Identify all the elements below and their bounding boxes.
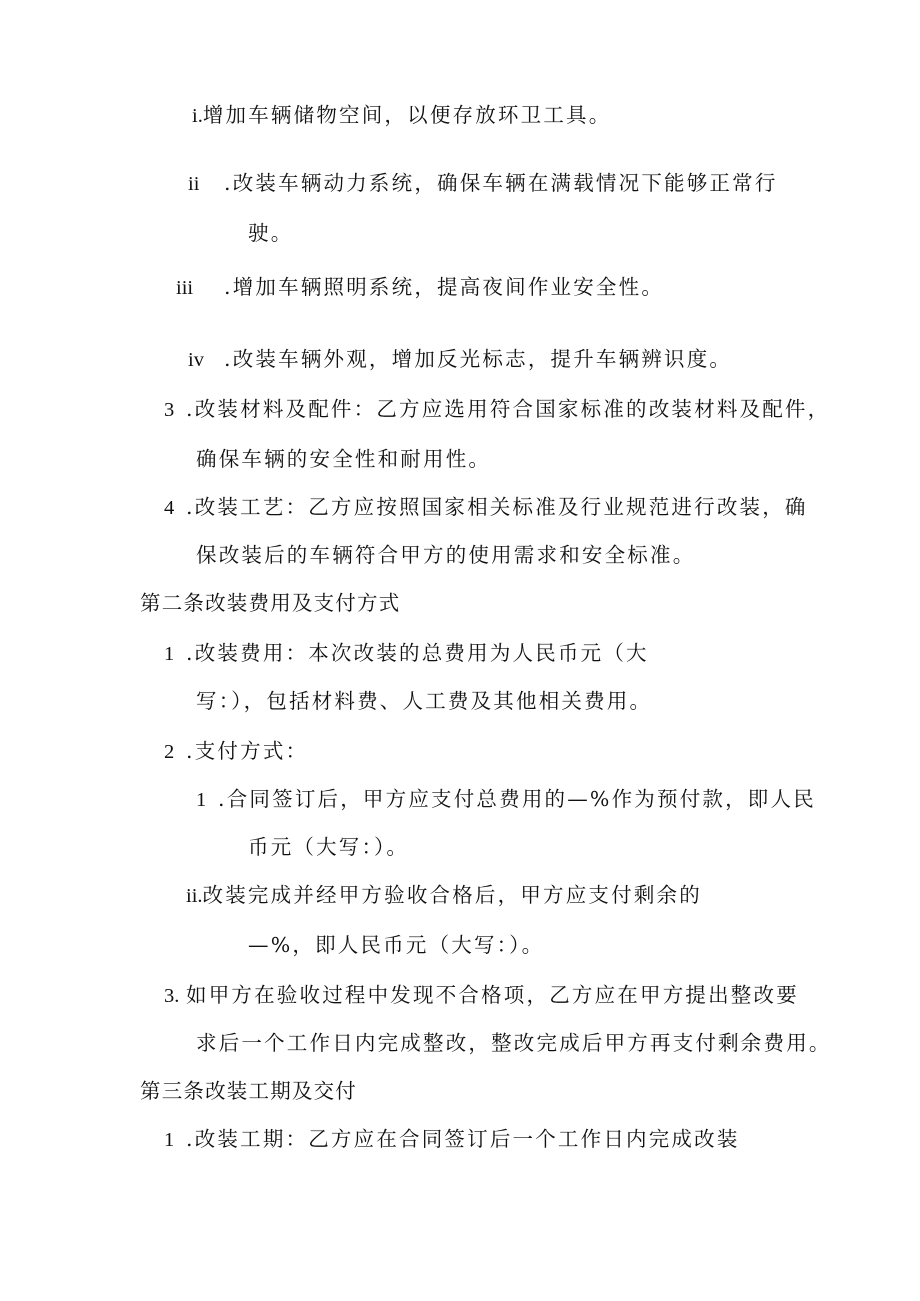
line-text: .改装工艺：乙方应按照国家相关标准及行业规范进行改装，确 (186, 495, 808, 519)
list-item (164, 738, 308, 765)
line-text: .改装材料及配件：乙方应选用符合国家标准的改装材料及配件， (186, 397, 831, 421)
line-text: 币元（大写：）。 (248, 835, 410, 859)
list-marker: 3 (164, 399, 175, 421)
list-marker: ii. (186, 885, 203, 907)
heading-text: 第三条改装工期及交付 (140, 1079, 357, 1103)
list-item (188, 170, 778, 197)
line-text: .支付方式： (186, 739, 309, 763)
heading-text: 第二条改装费用及支付方式 (140, 591, 401, 615)
line-text: 求后一个工作日内完成整改，整改完成后甲方再支付剩余费用。 (196, 1031, 832, 1055)
list-item-continuation (248, 932, 544, 958)
line-text: 增加车辆储物空间，以便存放环卫工具。 (202, 103, 612, 127)
section-heading (140, 1078, 357, 1104)
list-item (188, 346, 732, 373)
list-marker: 1 (164, 643, 175, 665)
line-text: 驶。 (248, 221, 294, 245)
list-marker: 4 (164, 497, 175, 519)
list-item (186, 882, 702, 909)
list-marker: 1 (196, 789, 207, 811)
list-marker: i. (192, 105, 203, 127)
list-marker: 2 (164, 741, 175, 763)
list-marker: iv (188, 349, 204, 371)
list-item-continuation (248, 834, 409, 860)
list-marker: iii (176, 277, 194, 299)
line-text: .改装车辆外观，增加反光标志，提升车辆辨识度。 (224, 347, 733, 371)
line-text: —%，即人民币元（大写：）。 (248, 933, 545, 957)
list-item (176, 274, 664, 301)
list-item-continuation (196, 688, 652, 714)
list-item-continuation (196, 446, 491, 472)
line-text: 确保车辆的安全性和耐用性。 (196, 447, 492, 471)
list-item (164, 982, 799, 1009)
line-text: 如甲方在验收过程中发现不合格项，乙方应在甲方提出整改要 (186, 983, 799, 1007)
line-text: .增加车辆照明系统，提高夜间作业安全性。 (224, 275, 665, 299)
line-text: 保改装后的车辆符合甲方的使用需求和安全标准。 (196, 543, 696, 567)
list-item-continuation (248, 220, 293, 246)
list-marker: ii (188, 173, 200, 195)
line-text: .合同签订后，甲方应支付总费用的—%作为预付款，即人民 (218, 787, 816, 811)
list-item (164, 640, 649, 667)
list-item (196, 786, 816, 813)
list-marker: 3. (164, 985, 180, 1007)
list-item (164, 494, 808, 521)
line-text: 写：），包括材料费、人工费及其他相关费用。 (196, 689, 653, 713)
list-marker: 1 (164, 1129, 175, 1151)
list-item-continuation (196, 1030, 832, 1056)
line-text: .改装车辆动力系统，确保车辆在满载情况下能够正常行 (224, 171, 778, 195)
list-item-continuation (196, 542, 695, 568)
line-text: .改装工期：乙方应在合同签订后一个工作日内完成改装 (186, 1127, 740, 1151)
section-heading (140, 590, 400, 616)
list-item (164, 396, 830, 423)
list-item (164, 1126, 740, 1153)
line-text: 改装完成并经甲方验收合格后，甲方应支付剩余的 (202, 883, 702, 907)
line-text: .改装费用：本次改装的总费用为人民币元（大 (186, 641, 649, 665)
list-item (192, 102, 611, 129)
